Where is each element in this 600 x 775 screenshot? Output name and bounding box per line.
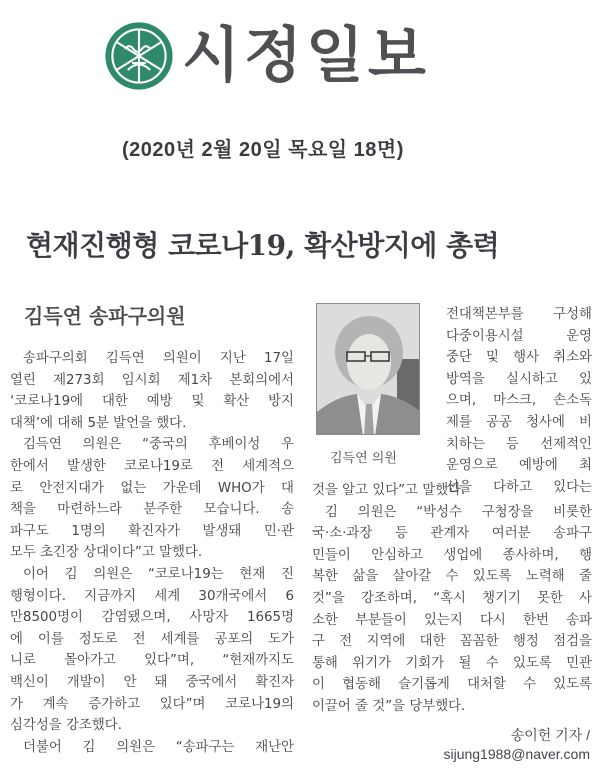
body-text-line: 으며, 마스크, 손소독: [446, 393, 592, 409]
body-text-line: 이어 김 의원은 “코로나19는 현재 진: [23, 566, 294, 582]
body-text-line: 운영으로 예방에 최: [446, 458, 592, 474]
body-text-line: 백신이 개발이 안 돼 중국에서 확진자: [10, 674, 294, 690]
body-text-line: 방역을 실시하고 있: [446, 371, 592, 387]
body-text-line: 국·소·과장 등 관계자 여러분 송파구: [312, 526, 592, 542]
body-text-line: 전대책본부를 구성해: [446, 307, 592, 322]
body-text-line: 송파구의회 김득연 의원이 지난 17일: [23, 351, 294, 366]
body-text-line: 선을 다하고 있다는: [446, 479, 592, 495]
body-text-line: 통해 위기가 기회가 될 수 있도록 민관: [312, 655, 592, 671]
body-text-line: 소한 부분들이 있는지 다시 한번 송파: [312, 612, 592, 628]
publication-dateline: (2020년 2월 20일 목요일 18면): [122, 139, 404, 161]
body-text-line: 것을 알고 있다”고 말했다.: [312, 483, 466, 498]
body-text-line: 로 안전지대가 없는 가운데 WHO가 대: [10, 480, 294, 496]
body-text-line: 니로 몰아가고 있다”며, “현재까지도: [10, 653, 294, 669]
article-headline: 현재진행형 코로나19, 확산방지에 총력: [26, 229, 500, 262]
body-text-line: 행형이다. 지금까지 세계 30개국에서 6: [10, 588, 294, 604]
article-body-left-column: [10, 348, 294, 758]
body-text-line: 중단 및 행사 취소와: [446, 350, 592, 366]
article-body-right-top-column: [446, 304, 592, 498]
body-text-line: 치하는 등 선제적인: [446, 436, 592, 452]
masthead: [104, 18, 430, 94]
body-text-line: 제를 공공 청사에 비: [446, 414, 592, 430]
councilor-photo: [316, 303, 420, 435]
body-text-line: 이 협동해 슬기롭게 대처할 수 있도록: [312, 677, 592, 693]
body-text-line: 만8500명이 감염됐으며, 사망자 1665명: [10, 610, 294, 626]
body-text-line: 복한 삶을 살아갈 수 있도록 노력해 줄: [312, 569, 592, 585]
body-text-line: 대책’에 대해 5분 발언을 했다.: [10, 415, 187, 431]
body-text-line: 파구도 1명의 확진자가 발생돼 민·관: [10, 523, 294, 539]
body-text-line: 모두 초긴장 상대이다”고 말했다.: [10, 545, 203, 561]
photo-caption: 김득연 의원: [330, 451, 397, 466]
body-text-line: 책을 마련하느라 분주한 모습니다. 송: [10, 502, 294, 518]
body-text-line: 구 전 지역에 대한 꼼꼼한 행정 점검을: [312, 634, 592, 650]
body-text-line: 더불어 김 의원은 “송파구는 재난안: [23, 739, 294, 755]
body-text-line: 심각성을 강조했다.: [10, 718, 122, 734]
body-text-line: 에 이를 정도로 전 세계를 공포의 도가: [10, 631, 294, 647]
body-text-line: 가 계속 증가하고 있다”며 코로나19의: [10, 696, 294, 712]
article-subhead: 김득연 송파구의원: [24, 304, 186, 328]
reporter-email[interactable]: sijung1988@naver.com: [443, 746, 590, 762]
body-text-line: 한에서 발생한 코로나19로 전 세계적으: [10, 458, 294, 474]
reporter-name: 송이헌 기자 /: [510, 727, 590, 743]
portrait-image: [317, 304, 420, 435]
article-body-right-bottom-column: [312, 480, 592, 718]
byline: [443, 726, 590, 764]
body-text-line: 것”을 강조하며, “혹시 챙기기 못한 사: [312, 590, 592, 606]
body-text-line: 민들이 안심하고 생업에 종사하며, 행: [312, 547, 592, 563]
body-text-line: 다중이용시설 운영: [446, 328, 592, 344]
city-emblem-icon: [104, 21, 174, 91]
body-text-line: 김득연 의원은 “중국의 후베이성 우: [23, 437, 294, 453]
newspaper-name: 시정일보: [182, 21, 430, 91]
body-text-line: ‘코로나19에 대한 예방 및 확산 방지: [10, 394, 294, 410]
body-text-line: 열린 제273회 임시회 제1차 본회의에서: [10, 372, 294, 388]
body-text-line: 김 의원은 “박성수 구청장을 비롯한: [325, 504, 592, 520]
body-text-line: 이끌어 줄 것”을 당부했다.: [312, 698, 466, 714]
